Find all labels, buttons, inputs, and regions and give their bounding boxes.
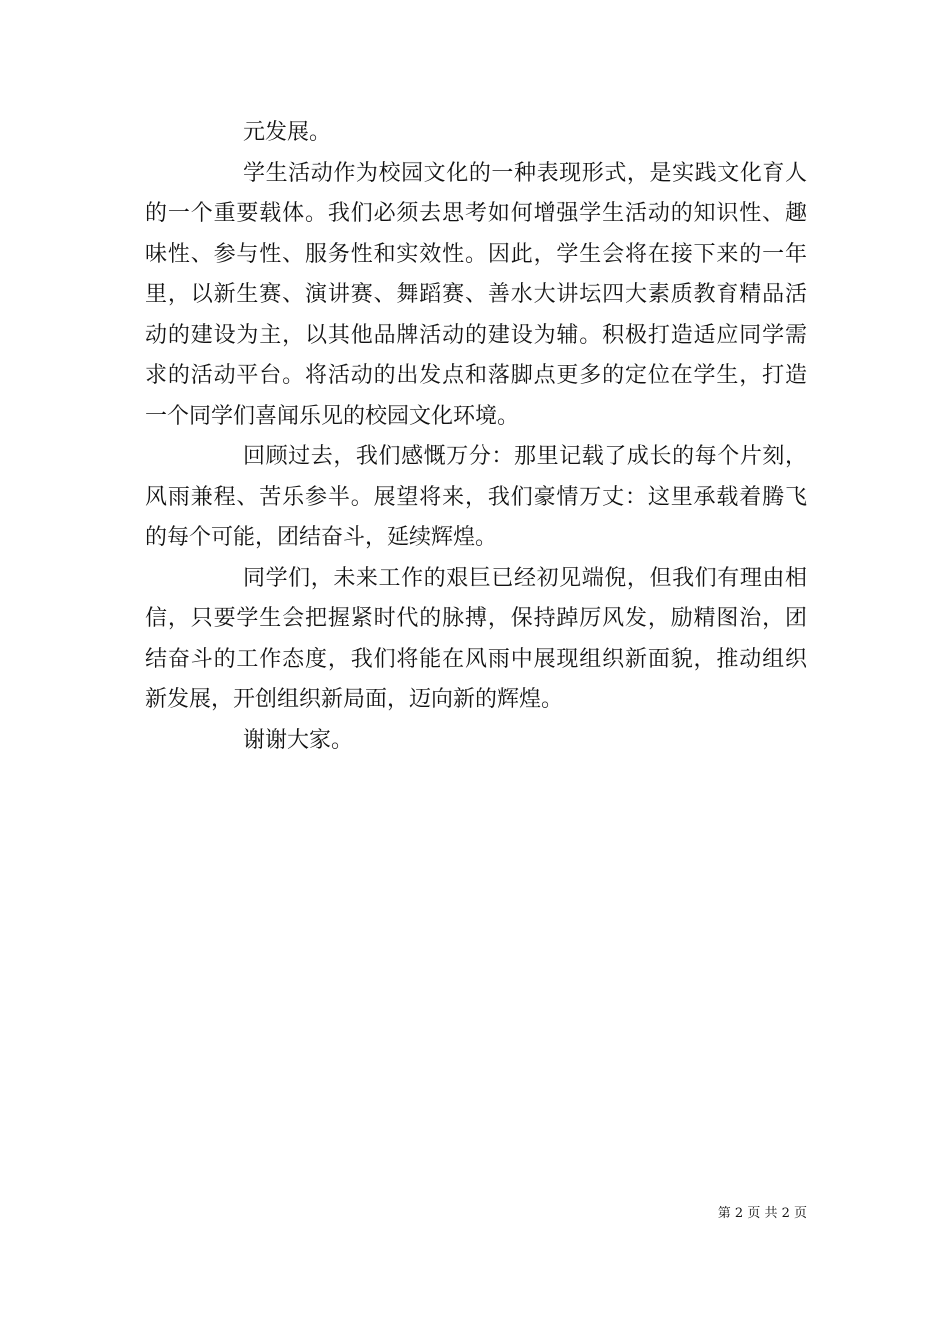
text-line: 学生活动作为校园文化的一种表现形式，是实践文化育人 bbox=[243, 160, 807, 186]
text-line: 同学们，未来工作的艰巨已经初见端倪，但我们有理由相 bbox=[243, 565, 807, 591]
text-line: 谢谢大家。 bbox=[243, 727, 354, 753]
page-number-footer: 第 2 页 共 2 页 bbox=[717, 1206, 807, 1221]
text-line: 信，只要学生会把握紧时代的脉搏，保持踔厉风发，励精图治，团 bbox=[145, 606, 807, 631]
text-line: 一个同学们喜闻乐见的校园文化环境。 bbox=[145, 403, 520, 429]
text-line: 结奋斗的工作态度，我们将能在风雨中展现组织新面貌，推动组织 bbox=[145, 646, 807, 672]
text-line: 新发展，开创组织新局面，迈向新的辉煌。 bbox=[145, 687, 564, 712]
document-body bbox=[145, 113, 807, 761]
text-line: 求的活动平台。将活动的出发点和落脚点更多的定位在学生，打造 bbox=[145, 363, 807, 388]
text-line: 味性、参与性、服务性和实效性。因此，学生会将在接下来的一年 bbox=[145, 241, 807, 267]
text-line: 回顾过去，我们感慨万分：那里记载了成长的每个片刻， bbox=[243, 444, 807, 469]
text-line: 元发展。 bbox=[243, 120, 332, 145]
text-line: 的一个重要载体。我们必须去思考如何增强学生活动的知识性、趣 bbox=[145, 201, 807, 226]
text-line: 风雨兼程、苦乐参半。展望将来，我们豪情万丈：这里承载着腾飞 bbox=[145, 484, 807, 510]
text-line: 的每个可能，团结奋斗，延续辉煌。 bbox=[145, 525, 498, 550]
text-line: 里，以新生赛、演讲赛、舞蹈赛、善水大讲坛四大素质教育精品活 bbox=[145, 282, 807, 307]
text-line: 动的建设为主，以其他品牌活动的建设为辅。积极打造适应同学需 bbox=[145, 322, 807, 348]
